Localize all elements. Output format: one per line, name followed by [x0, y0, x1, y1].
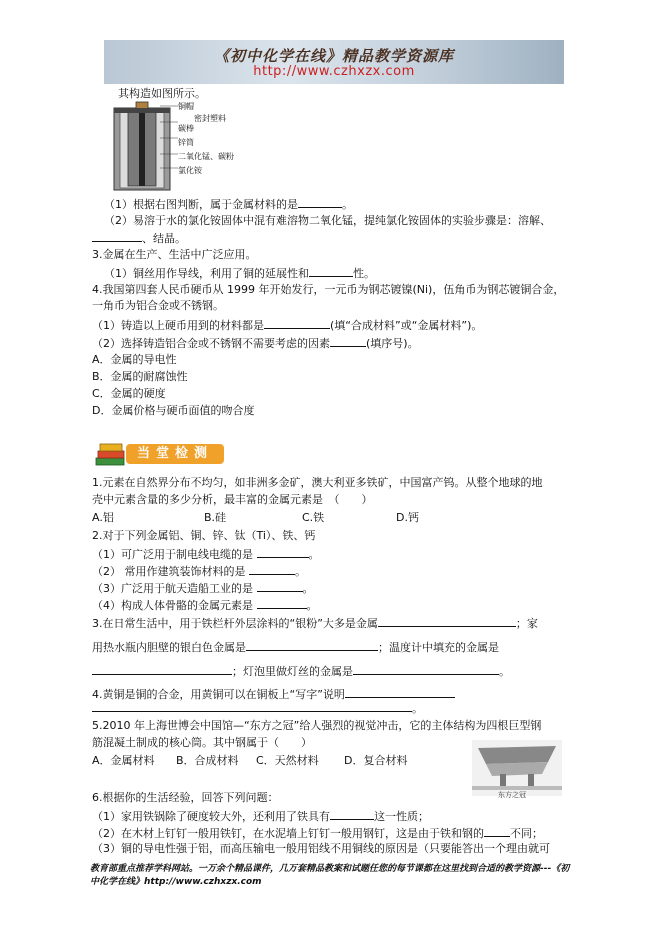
- q4-1-line: （1）铸造以上硬币用到的材料都是 (填“合成材料”或“金属材料”)。: [92, 319, 483, 332]
- p6-2-line: （2）在木材上钉钉一般用铁钉，在水泥墙上钉钉一般用钢钉，这是由于铁和钢的 不同；: [92, 827, 543, 840]
- q4-option-a: A．金属的导电性: [92, 353, 177, 366]
- q4-option-c: C．金属的硬度: [92, 387, 166, 400]
- q2-line: （2）易溶于水的氯化铵固体中混有难溶物二氧化锰，提纯氯化铵固体的实验步骤是：溶解、: [104, 214, 551, 227]
- q4-line: 4.我国第四套人民币硬币从 1999 年开始发行，一元币为钢芯镀镍(Ni)，伍角币为钢芯镀铜合金，: [92, 283, 565, 296]
- p2-1-line: （1）可广泛用于制电线电缆的是 。: [92, 548, 320, 561]
- p1-cont: 壳中元素含量的多少分析，最丰富的金属元素是 （ ）: [92, 493, 373, 506]
- expo-pavilion-photo: [472, 740, 562, 796]
- p2-line: 2.对于下列金属铝、铜、锌、钛（Ti）、铁、钙: [92, 529, 316, 542]
- p6-3-line: （3）铜的导电性强于铝，而高压输电一般用铝线不用铜线的原因是（只要能答出一个理由就可: [92, 842, 550, 855]
- p5-option-c: C．天然材料: [256, 754, 319, 767]
- p6-line: 6.根据你的生活经验，回答下列问题：: [92, 791, 279, 804]
- p5-option-d: D．复合材料: [344, 754, 408, 767]
- p3-cont: 用热水瓶内胆壁的银白色金属是 ；温度计中填充的金属是: [92, 641, 499, 654]
- battery-label-carbon-rod: 碳棒: [178, 124, 194, 133]
- p1-option-b: B.硅: [204, 511, 227, 524]
- battery-label-mno2: 二氧化锰、碳粉: [178, 152, 234, 161]
- p5-option-b: B．合成材料: [176, 754, 239, 767]
- p6-1-line: （1）家用铁锅除了硬度较大外，还利用了铁具有 这一性质；: [92, 810, 429, 823]
- p2-2-line: （2） 常用作建筑装饰材料的是 。: [92, 565, 306, 578]
- q2-cont: 、结晶。: [92, 230, 186, 246]
- p1-option-a: A.铝: [92, 511, 114, 524]
- books-icon: [94, 440, 128, 468]
- q3-1-line: （1）铜丝用作导线，利用了铜的延展性和 性。: [104, 267, 375, 280]
- intro-line: 其构造如图所示。: [118, 87, 206, 100]
- section-badge: [94, 440, 226, 468]
- q4-2-line: （2）选择铸造铝合金或不锈钢不需要考虑的因素 (填序号)。: [92, 337, 419, 350]
- photo-caption: 东方之冠: [498, 791, 526, 799]
- header-banner: [104, 40, 564, 84]
- q1-line: （1）根据右图判断，属于金属材料的是 。: [104, 198, 353, 211]
- p5-line: 5.2010 年上海世博会中国馆—“东方之冠”给人强烈的视觉冲击，它的主体结构为四根巨型钢: [92, 719, 542, 732]
- battery-label-copper-cap: 铜帽: [178, 102, 194, 111]
- battery-label-zinc: 锌筒: [178, 138, 194, 147]
- q4-option-b: B．金属的耐腐蚀性: [92, 370, 188, 383]
- q4-cont: 一角币为铝合金或不锈钢。: [92, 299, 224, 312]
- banner-title: 《初中化学在线》精品教学资源库: [213, 47, 454, 65]
- battery-leader-lines: [160, 100, 180, 170]
- p4-line: 4.黄铜是铜的合金，用黄铜可以在铜板上“写字”说明: [92, 686, 455, 702]
- p2-3-line: （3）广泛用于航天造船工业的是 。: [92, 582, 314, 595]
- banner-url: http://www.czhxzx.com: [253, 64, 415, 79]
- p4-cont: 。: [92, 700, 423, 716]
- footer-text: 教育部重点推荐学科网站。一万余个精品课件，几万套精品教案和试题任您的每节课都在这里找到合适的教学资源---《初中化学在线》http://www.czhxzx.com: [90, 864, 570, 887]
- p5-option-a: A．金属材料: [92, 754, 155, 767]
- q3-line: 3.金属在生产、生活中广泛应用。: [92, 248, 257, 261]
- p1-line: 1.元素在自然界分布不均匀，如非洲多金矿，澳大利亚多铁矿，中国富产钨。从整个地球的地: [92, 476, 543, 489]
- battery-label-seal: 密封塑料: [194, 114, 226, 123]
- p2-4-line: （4）构成人体骨骼的金属元素是 。: [92, 599, 318, 612]
- p1-option-d: D.钙: [396, 511, 419, 524]
- p5-cont: 筋混凝土制成的核心筒。其中钢属于（ ）: [92, 736, 312, 749]
- p3-cont2: ；灯泡里做灯丝的金属是 。: [92, 663, 510, 679]
- section-title: 当堂检测: [126, 444, 224, 464]
- p1-option-c: C.铁: [302, 511, 325, 524]
- q4-option-d: D．金属价格与硬币面值的吻合度: [92, 404, 255, 417]
- p3-line: 3.在日常生活中，用于铁栏杆外层涂料的“银粉”大多是金属 ；家: [92, 617, 538, 630]
- battery-label-nh4cl: 氯化铵: [178, 166, 202, 175]
